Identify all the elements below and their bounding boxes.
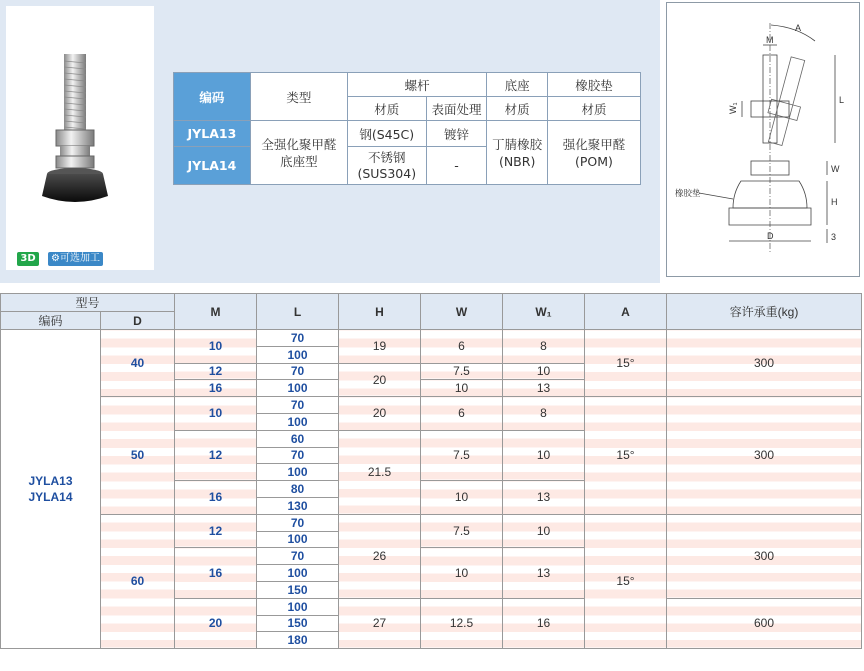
spec-header-pad-material: 材质 <box>547 97 640 121</box>
spec-screw-surface-14: - <box>426 147 487 185</box>
technical-drawing <box>666 2 860 277</box>
header-W1: W₁ <box>503 294 585 330</box>
l-value: 100 <box>257 598 339 615</box>
a-value: 15° <box>585 514 667 648</box>
w-value: 12.5 <box>421 598 503 648</box>
d-50: 50 <box>101 397 175 515</box>
m-value: 16 <box>175 481 257 515</box>
h-value: 20 <box>339 397 421 431</box>
spec-header-type: 类型 <box>250 73 347 121</box>
l-value: 100 <box>257 413 339 430</box>
w1-value: 10 <box>503 363 585 380</box>
gear-icon: ⚙ <box>51 253 60 264</box>
l-value: 70 <box>257 447 339 464</box>
product-panel <box>0 0 160 283</box>
spec-header-screw-material: 材质 <box>347 97 426 121</box>
h-value: 21.5 <box>339 430 421 514</box>
m-value: 12 <box>175 514 257 548</box>
w-value: 6 <box>421 397 503 431</box>
label-L: L <box>839 95 845 105</box>
w-value: 7.5 <box>421 363 503 380</box>
load-value: 300 <box>667 514 862 598</box>
h-value: 27 <box>339 598 421 648</box>
w-value: 10 <box>421 380 503 397</box>
label-3: 3 <box>831 232 837 242</box>
label-W1: W₁ <box>728 102 738 114</box>
l-value: 70 <box>257 514 339 531</box>
3d-badge[interactable]: 3D <box>17 252 39 266</box>
spec-base-value: 丁腈橡胶 (NBR) <box>487 121 548 185</box>
codes-cell: JYLA13 JYLA14 <box>1 330 101 649</box>
a-value: 15° <box>585 330 667 397</box>
product-card <box>6 6 154 270</box>
dimension-table <box>0 293 862 649</box>
spec-header-code: 编码 <box>174 73 251 121</box>
header-D: D <box>101 312 175 330</box>
load-value: 600 <box>667 598 862 648</box>
spec-screw-material-13: 钢(S45C) <box>347 121 426 147</box>
m-value: 12 <box>175 363 257 380</box>
spec-header-screw: 螺杆 <box>347 73 486 97</box>
label-A: A <box>795 23 802 33</box>
m-value: 10 <box>175 330 257 364</box>
w1-value: 16 <box>503 598 585 648</box>
w1-value: 10 <box>503 514 585 548</box>
l-value: 70 <box>257 548 339 565</box>
l-value: 70 <box>257 330 339 347</box>
header-load: 容许承重(kg) <box>667 294 862 330</box>
load-value: 300 <box>667 330 862 397</box>
w1-value: 10 <box>503 430 585 480</box>
spec-code-jyla14: JYLA14 <box>174 147 251 185</box>
l-value: 100 <box>257 531 339 548</box>
spec-code-jyla13: JYLA13 <box>174 121 251 147</box>
label-W: W <box>831 164 840 174</box>
m-value: 12 <box>175 430 257 480</box>
h-value: 19 <box>339 330 421 364</box>
w-value: 6 <box>421 330 503 364</box>
d-40: 40 <box>101 330 175 397</box>
spec-screw-material-14: 不锈钢 (SUS304) <box>347 147 426 185</box>
leveling-foot-image <box>6 6 154 246</box>
m-value: 20 <box>175 598 257 648</box>
load-value: 300 <box>667 397 862 515</box>
spec-table <box>173 72 641 185</box>
spec-type-value: 全强化聚甲醛 底座型 <box>250 121 347 185</box>
w-value: 10 <box>421 481 503 515</box>
l-value: 100 <box>257 464 339 481</box>
l-value: 150 <box>257 581 339 598</box>
m-value: 10 <box>175 397 257 431</box>
l-value: 70 <box>257 363 339 380</box>
spec-pad-value: 强化聚甲醛 (POM) <box>547 121 640 185</box>
w-value: 7.5 <box>421 430 503 480</box>
l-value: 150 <box>257 615 339 632</box>
label-M: M <box>766 35 774 45</box>
spec-header-pad: 橡胶垫 <box>547 73 640 97</box>
w1-value: 8 <box>503 397 585 431</box>
header-H: H <box>339 294 421 330</box>
angle-arc <box>771 25 815 41</box>
w-value: 10 <box>421 548 503 598</box>
h-value: 20 <box>339 363 421 397</box>
optional-processing-label: 可选加工 <box>59 253 100 264</box>
optional-processing-badge[interactable] <box>48 252 103 266</box>
m-value: 16 <box>175 380 257 397</box>
m-value: 16 <box>175 548 257 598</box>
w1-value: 13 <box>503 548 585 598</box>
label-rubber-pad: 橡胶垫 <box>675 188 701 198</box>
top-area <box>0 0 864 283</box>
l-value: 180 <box>257 632 339 649</box>
header-M: M <box>175 294 257 330</box>
l-value: 100 <box>257 380 339 397</box>
spec-header-base: 底座 <box>487 73 548 97</box>
header-L: L <box>257 294 339 330</box>
d-60: 60 <box>101 514 175 648</box>
l-value: 80 <box>257 481 339 498</box>
w1-value: 8 <box>503 330 585 364</box>
spec-screw-surface-13: 镀锌 <box>426 121 487 147</box>
w1-value: 13 <box>503 481 585 515</box>
header-W: W <box>421 294 503 330</box>
l-value: 60 <box>257 430 339 447</box>
header-code: 编码 <box>1 312 101 330</box>
spec-panel <box>160 0 660 283</box>
w1-value: 13 <box>503 380 585 397</box>
header-A: A <box>585 294 667 330</box>
label-H: H <box>831 197 838 207</box>
l-value: 100 <box>257 346 339 363</box>
h-value: 26 <box>339 514 421 598</box>
spec-header-base-material: 材质 <box>487 97 548 121</box>
spec-header-screw-surface: 表面处理 <box>426 97 487 121</box>
l-value: 70 <box>257 397 339 414</box>
a-value: 15° <box>585 397 667 515</box>
l-value: 130 <box>257 497 339 514</box>
label-D: D <box>767 231 774 241</box>
l-value: 100 <box>257 565 339 582</box>
header-model: 型号 <box>1 294 175 312</box>
w-value: 7.5 <box>421 514 503 548</box>
